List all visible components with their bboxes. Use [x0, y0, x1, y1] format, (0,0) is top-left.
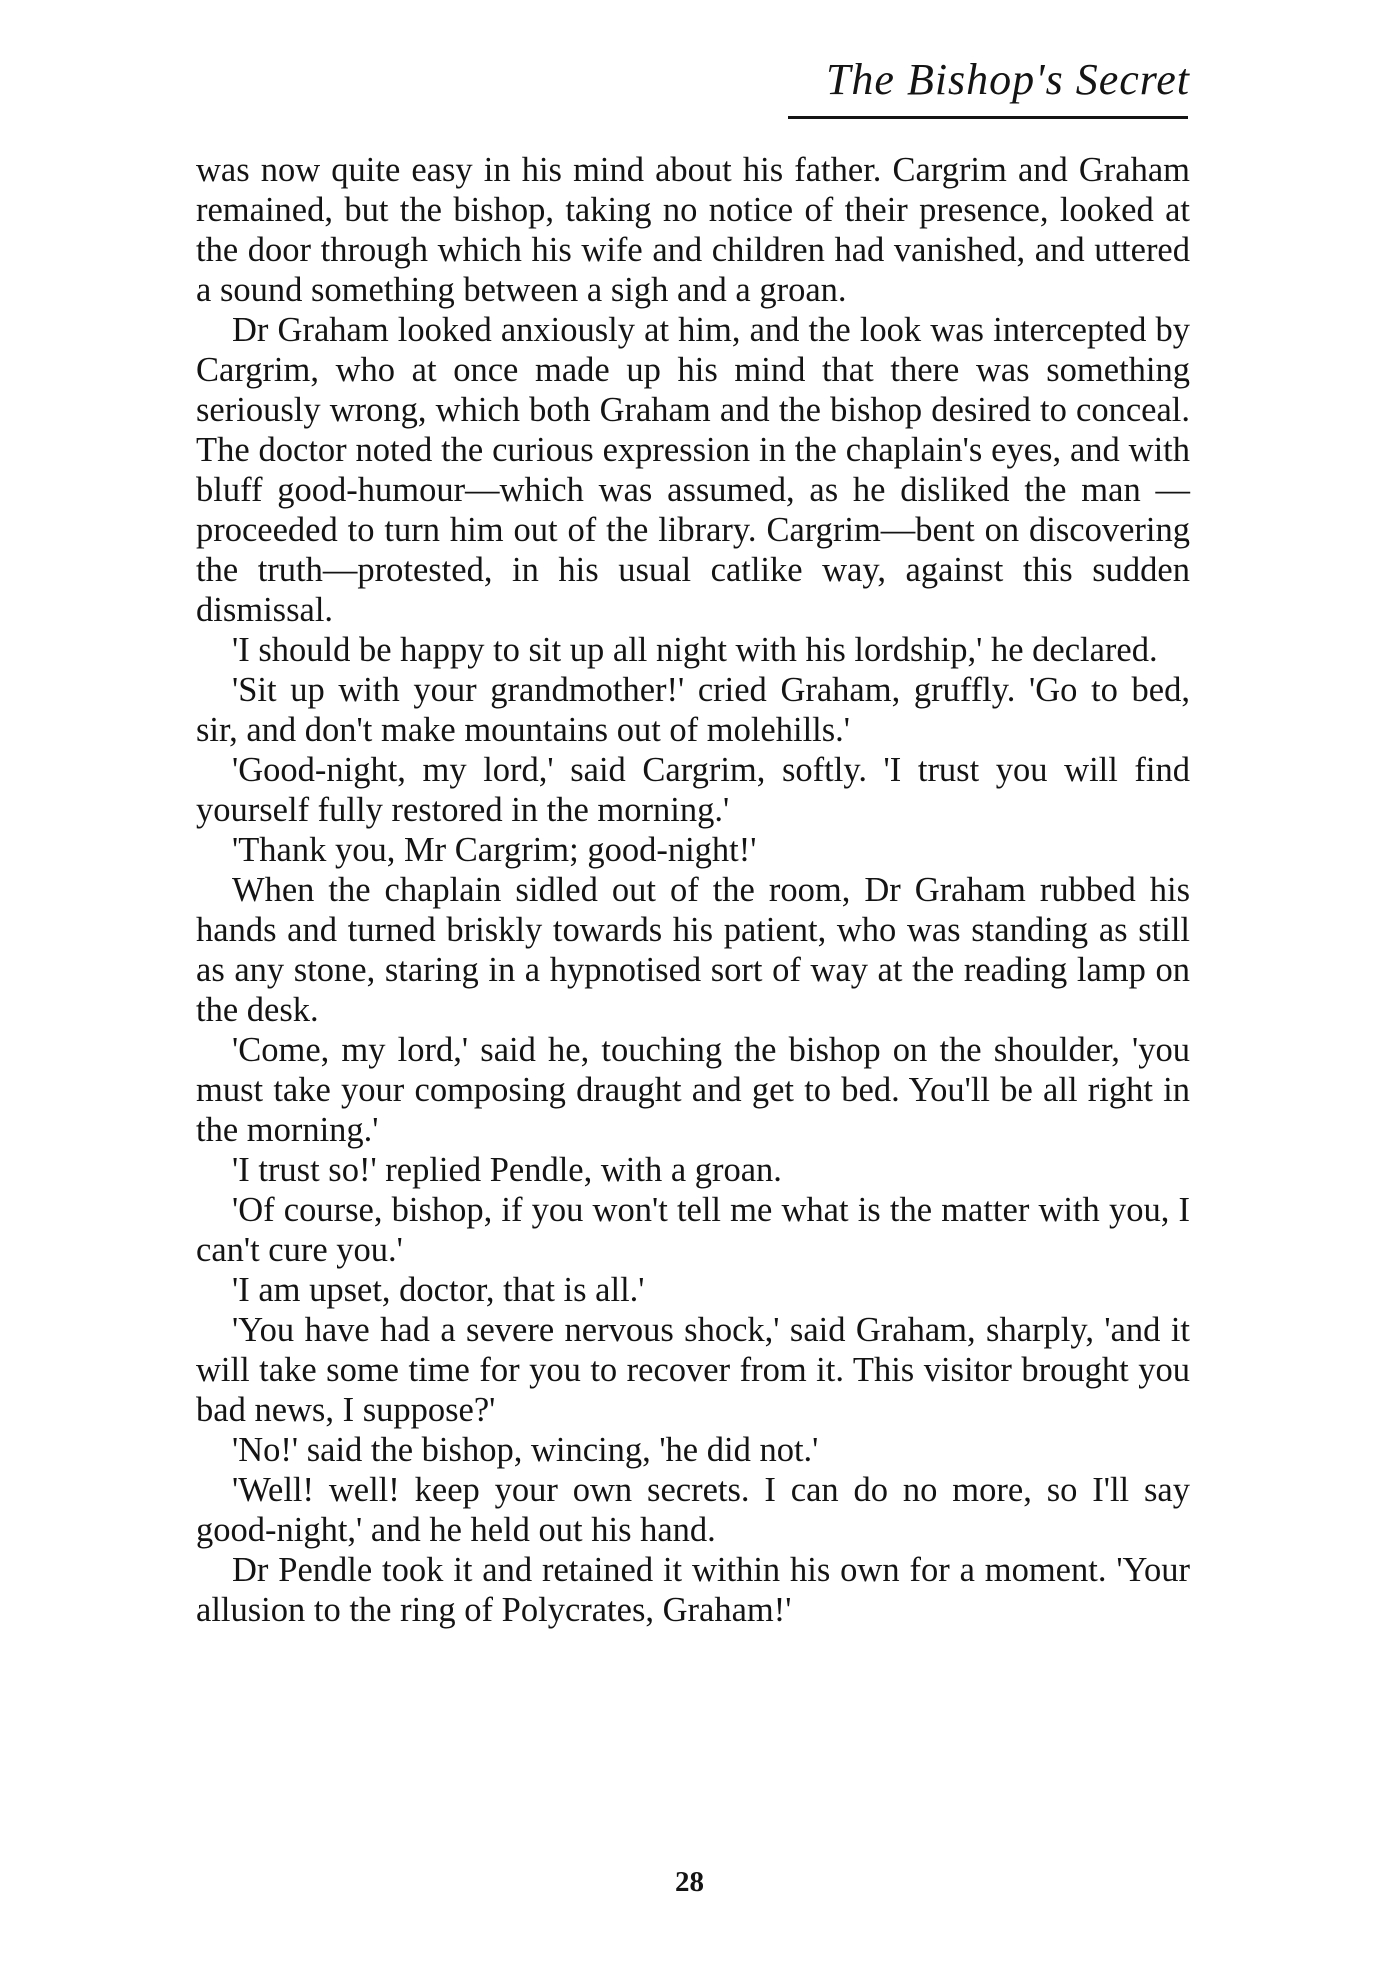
running-header — [700, 54, 1190, 106]
paragraph: 'Good-night, my lord,' said Cargrim, softly. 'I trust you will find yourself fully restored in the morning.' — [196, 751, 1190, 829]
paragraph: 'I am upset, doctor, that is all.' — [232, 1271, 645, 1309]
paragraph: Dr Graham looked anxiously at him, and the look was intercepted by Cargrim, who at once made up his mind that there was something seriously wrong, which both Graham and the bishop desired to conceal. The doctor noted the curious expression in the chaplain's eyes, and with bluff good-humour—which was assumed, as he disliked the man —proceeded to turn him out of the library. Cargrim—bent on discovering the truth—protested, in his usual catlike way, against this sudden dismissal. — [196, 311, 1190, 629]
paragraph: 'Thank you, Mr Cargrim; good-night!' — [232, 831, 757, 869]
paragraph: 'I trust so!' replied Pendle, with a groan. — [232, 1151, 782, 1189]
paragraph: 'You have had a severe nervous shock,' said Graham, sharply, 'and it will take some time for you to recover from it. This visitor brought you bad news, I suppose?' — [196, 1311, 1190, 1429]
paragraph: 'Well! well! keep your own secrets. I can do no more, so I'll say good-night,' and he held out his hand. — [196, 1471, 1190, 1549]
paragraph: 'Come, my lord,' said he, touching the bishop on the shoulder, 'you must take your composing draught and get to bed. You'll be all right in the morning.' — [196, 1031, 1190, 1149]
body-text — [196, 150, 1190, 1630]
running-title: The Bishop's Secret — [825, 55, 1190, 104]
paragraph: When the chaplain sidled out of the room, Dr Graham rubbed his hands and turned briskly towards his patient, who was standing as still as any stone, staring in a hypnotised sort of way at the reading lamp on the desk. — [196, 871, 1190, 1029]
paragraph: Dr Pendle took it and retained it within his own for a moment. 'Your allusion to the ring of Polycrates, Graham!' — [196, 1551, 1190, 1629]
paragraph: 'I should be happy to sit up all night with his lordship,' he declared. — [232, 631, 1158, 669]
paragraph: 'Of course, bishop, if you won't tell me what is the matter with you, I can't cure you.' — [196, 1191, 1190, 1269]
paragraph: 'No!' said the bishop, wincing, 'he did not.' — [232, 1431, 819, 1469]
paragraph: 'Sit up with your grandmother!' cried Graham, gruffly. 'Go to bed, sir, and don't make mountains out of molehills.' — [196, 671, 1190, 749]
header-rule — [788, 116, 1188, 119]
page-number: 28 — [675, 1866, 704, 1898]
paragraph: was now quite easy in his mind about his father. Cargrim and Graham remained, but the bishop, taking no notice of their presence, looked at the door through which his wife and children had vanished, and uttered a sound something between a sigh and a groan. — [196, 151, 1190, 309]
